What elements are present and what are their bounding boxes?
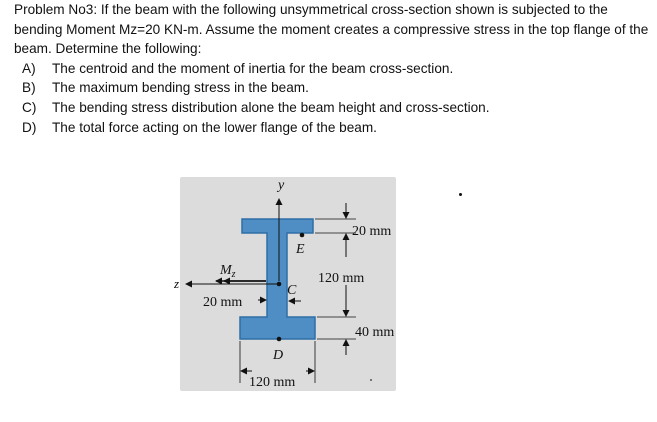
- problem-intro: Problem No3: If the beam with the following unsymmetrical cross-section shown is subjected to the bending Moment Mz=20 KN-m. Assume the moment creates a compressive stress in the top flange of the beam. Determine the following:: [14, 2, 649, 57]
- point-c-dot: [277, 282, 282, 287]
- question-text: The total force acting on the lower flange of the beam.: [52, 119, 377, 135]
- y-axis-label: y: [278, 178, 285, 193]
- problem-statement: [14, 0, 650, 137]
- point-c-label: C: [287, 283, 297, 298]
- moment-label-main: M: [220, 263, 232, 278]
- z-axis-label: z: [174, 276, 180, 291]
- question-a: [14, 59, 650, 79]
- question-letter: B): [22, 80, 36, 96]
- beam-cross-section: [240, 219, 315, 339]
- point-e-label: E: [296, 242, 305, 257]
- question-c: [14, 98, 650, 118]
- cross-section-figure: [174, 177, 396, 391]
- moment-label: [219, 263, 236, 280]
- stray-mark: [459, 193, 462, 196]
- point-d-label: D: [273, 348, 284, 363]
- moment-label-sub: z: [231, 269, 236, 280]
- dim-bottom-flange-label: 40 mm: [355, 325, 395, 340]
- question-text: The bending stress distribution alone the beam height and cross-section.: [52, 99, 490, 115]
- question-text: The maximum bending stress in the beam.: [52, 80, 309, 96]
- question-d: [14, 118, 650, 138]
- dim-bottom-width-label: 120 mm: [249, 375, 296, 390]
- stray-mark: [370, 379, 372, 381]
- question-list: [14, 59, 650, 137]
- question-letter: C): [22, 99, 37, 115]
- dim-top-flange-label: 20 mm: [352, 224, 392, 239]
- question-letter: A): [22, 60, 36, 76]
- point-d-dot: [277, 337, 282, 342]
- dim-web-thickness-label: 20 mm: [203, 295, 243, 310]
- dim-web-height-label: 120 mm: [318, 271, 365, 286]
- question-text: The centroid and the moment of inertia for the beam cross-section.: [52, 60, 454, 76]
- cross-section-diagram: [174, 177, 396, 391]
- question-letter: D): [22, 119, 37, 135]
- question-b: [14, 78, 650, 98]
- point-e-dot: [300, 233, 305, 238]
